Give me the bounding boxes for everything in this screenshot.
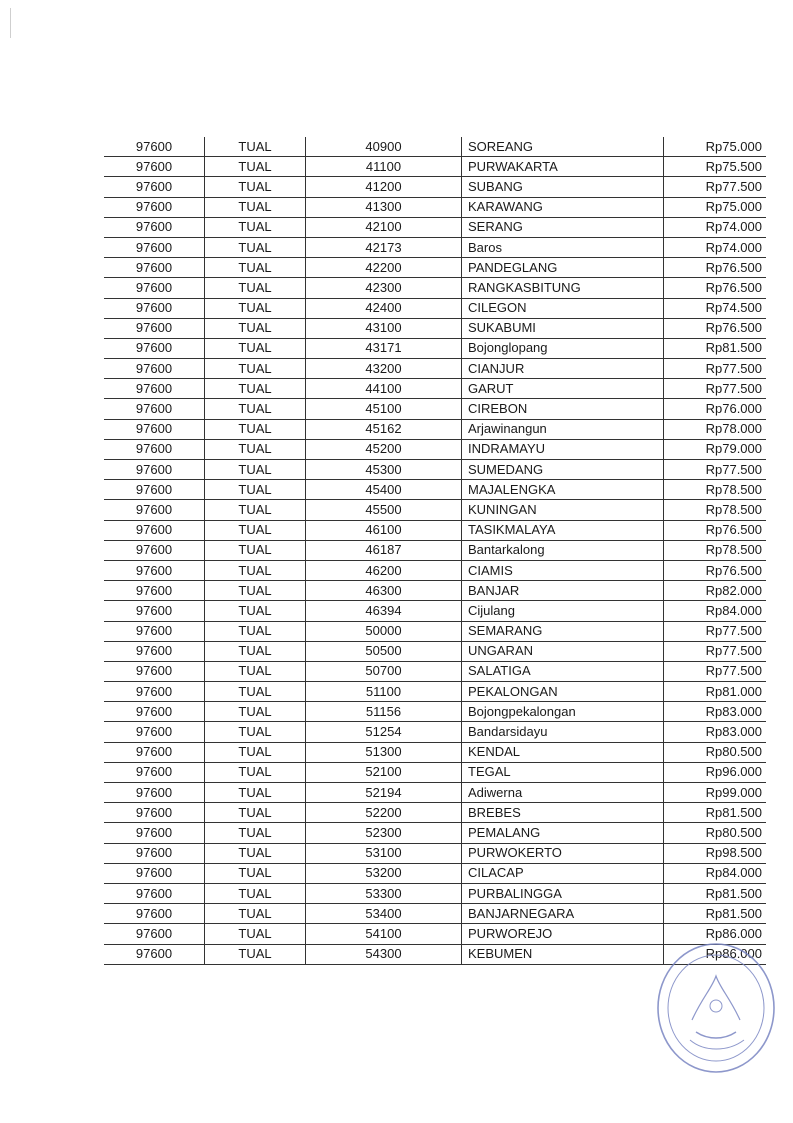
origin-name-cell: TUAL [205,217,306,237]
destination-city-cell: BANJAR [462,581,664,601]
destination-city-cell: UNGARAN [462,641,664,661]
origin-code-cell: 97600 [104,278,205,298]
destination-city-cell: SUMEDANG [462,460,664,480]
price-cell: Rp99.000 [664,783,767,803]
destination-code-cell: 41300 [306,197,462,217]
origin-name-cell: TUAL [205,399,306,419]
origin-name-cell: TUAL [205,661,306,681]
destination-code-cell: 50000 [306,621,462,641]
destination-city-cell: INDRAMAYU [462,439,664,459]
table-row [104,177,766,197]
destination-code-cell: 52300 [306,823,462,843]
price-cell: Rp96.000 [664,762,767,782]
table-row [104,722,766,742]
destination-city-cell: PURWAKARTA [462,157,664,177]
destination-city-cell: KENDAL [462,742,664,762]
origin-name-cell: TUAL [205,439,306,459]
price-cell: Rp81.500 [664,883,767,903]
price-cell: Rp77.500 [664,641,767,661]
price-cell: Rp76.000 [664,399,767,419]
destination-city-cell: PEMALANG [462,823,664,843]
origin-code-cell: 97600 [104,157,205,177]
destination-city-cell: SERANG [462,217,664,237]
price-cell: Rp86.000 [664,924,767,944]
table-row [104,823,766,843]
table-row [104,460,766,480]
official-seal-stamp [652,928,780,1078]
destination-city-cell: Bandarsidayu [462,722,664,742]
origin-code-cell: 97600 [104,641,205,661]
table-row [104,742,766,762]
destination-code-cell: 42173 [306,237,462,257]
origin-name-cell: TUAL [205,338,306,358]
origin-name-cell: TUAL [205,298,306,318]
origin-code-cell: 97600 [104,137,205,157]
table-row [104,601,766,621]
destination-code-cell: 53100 [306,843,462,863]
origin-code-cell: 97600 [104,601,205,621]
destination-code-cell: 52100 [306,762,462,782]
destination-city-cell: PURWOKERTO [462,843,664,863]
price-cell: Rp78.500 [664,540,767,560]
destination-code-cell: 45300 [306,460,462,480]
origin-code-cell: 97600 [104,863,205,883]
origin-name-cell: TUAL [205,318,306,338]
origin-name-cell: TUAL [205,924,306,944]
origin-code-cell: 97600 [104,682,205,702]
origin-name-cell: TUAL [205,601,306,621]
price-cell: Rp75.000 [664,197,767,217]
table-row [104,318,766,338]
table-row [104,197,766,217]
price-cell: Rp78.500 [664,500,767,520]
destination-city-cell: SALATIGA [462,661,664,681]
destination-code-cell: 46100 [306,520,462,540]
price-cell: Rp83.000 [664,722,767,742]
origin-code-cell: 97600 [104,197,205,217]
destination-city-cell: CILACAP [462,863,664,883]
price-cell: Rp76.500 [664,258,767,278]
destination-city-cell: TASIKMALAYA [462,520,664,540]
destination-city-cell: Bantarkalong [462,540,664,560]
table-row [104,883,766,903]
origin-code-cell: 97600 [104,742,205,762]
origin-code-cell: 97600 [104,318,205,338]
destination-city-cell: Bojonglopang [462,338,664,358]
destination-code-cell: 50500 [306,641,462,661]
price-cell: Rp78.500 [664,480,767,500]
price-cell: Rp76.500 [664,560,767,580]
destination-code-cell: 42100 [306,217,462,237]
table-row [104,904,766,924]
table-row [104,379,766,399]
table-row [104,641,766,661]
origin-name-cell: TUAL [205,682,306,702]
price-cell: Rp83.000 [664,702,767,722]
destination-code-cell: 52200 [306,803,462,823]
table-row [104,843,766,863]
origin-code-cell: 97600 [104,177,205,197]
table-row [104,783,766,803]
origin-name-cell: TUAL [205,742,306,762]
origin-name-cell: TUAL [205,863,306,883]
price-cell: Rp80.500 [664,742,767,762]
price-cell: Rp86.000 [664,944,767,964]
destination-city-cell: KEBUMEN [462,944,664,964]
destination-code-cell: 42400 [306,298,462,318]
destination-city-cell: PURWOREJO [462,924,664,944]
table-row [104,157,766,177]
origin-code-cell: 97600 [104,823,205,843]
destination-city-cell: SEMARANG [462,621,664,641]
destination-code-cell: 51254 [306,722,462,742]
destination-city-cell: SUBANG [462,177,664,197]
price-cell: Rp82.000 [664,581,767,601]
origin-code-cell: 97600 [104,237,205,257]
destination-code-cell: 51300 [306,742,462,762]
price-cell: Rp77.500 [664,661,767,681]
price-cell: Rp77.500 [664,359,767,379]
table-row [104,621,766,641]
destination-city-cell: Cijulang [462,601,664,621]
origin-name-cell: TUAL [205,278,306,298]
destination-city-cell: CIAMIS [462,560,664,580]
origin-code-cell: 97600 [104,540,205,560]
origin-code-cell: 97600 [104,883,205,903]
destination-city-cell: KUNINGAN [462,500,664,520]
price-cell: Rp81.500 [664,338,767,358]
price-cell: Rp98.500 [664,843,767,863]
origin-name-cell: TUAL [205,137,306,157]
origin-code-cell: 97600 [104,480,205,500]
destination-city-cell: SOREANG [462,137,664,157]
destination-code-cell: 41200 [306,177,462,197]
destination-city-cell: BANJARNEGARA [462,904,664,924]
price-cell: Rp78.000 [664,419,767,439]
origin-name-cell: TUAL [205,500,306,520]
origin-code-cell: 97600 [104,217,205,237]
origin-code-cell: 97600 [104,924,205,944]
table-row [104,237,766,257]
destination-code-cell: 46300 [306,581,462,601]
price-cell: Rp74.000 [664,237,767,257]
price-cell: Rp77.500 [664,177,767,197]
destination-code-cell: 45100 [306,399,462,419]
table-row [104,359,766,379]
origin-code-cell: 97600 [104,258,205,278]
origin-name-cell: TUAL [205,520,306,540]
origin-code-cell: 97600 [104,399,205,419]
destination-city-cell: BREBES [462,803,664,823]
origin-code-cell: 97600 [104,439,205,459]
origin-name-cell: TUAL [205,762,306,782]
price-cell: Rp81.500 [664,904,767,924]
price-cell: Rp79.000 [664,439,767,459]
table-row [104,863,766,883]
destination-code-cell: 53300 [306,883,462,903]
table-row [104,762,766,782]
destination-code-cell: 42300 [306,278,462,298]
table-row [104,338,766,358]
origin-code-cell: 97600 [104,944,205,964]
origin-name-cell: TUAL [205,581,306,601]
origin-name-cell: TUAL [205,419,306,439]
table-row [104,540,766,560]
price-cell: Rp77.500 [664,460,767,480]
origin-code-cell: 97600 [104,843,205,863]
table-row [104,803,766,823]
origin-code-cell: 97600 [104,803,205,823]
origin-code-cell: 97600 [104,379,205,399]
destination-code-cell: 45162 [306,419,462,439]
price-cell: Rp76.500 [664,520,767,540]
price-cell: Rp81.000 [664,682,767,702]
table-row [104,560,766,580]
price-cell: Rp77.500 [664,379,767,399]
origin-name-cell: TUAL [205,641,306,661]
destination-city-cell: CILEGON [462,298,664,318]
table-row [104,258,766,278]
destination-city-cell: TEGAL [462,762,664,782]
price-cell: Rp81.500 [664,803,767,823]
origin-name-cell: TUAL [205,560,306,580]
destination-city-cell: GARUT [462,379,664,399]
destination-city-cell: Baros [462,237,664,257]
origin-name-cell: TUAL [205,843,306,863]
origin-name-cell: TUAL [205,883,306,903]
destination-code-cell: 43171 [306,338,462,358]
destination-city-cell: KARAWANG [462,197,664,217]
table-row [104,298,766,318]
origin-code-cell: 97600 [104,762,205,782]
destination-code-cell: 41100 [306,157,462,177]
destination-code-cell: 43200 [306,359,462,379]
destination-city-cell: PEKALONGAN [462,682,664,702]
origin-name-cell: TUAL [205,379,306,399]
scan-edge-mark [10,8,11,38]
origin-name-cell: TUAL [205,722,306,742]
destination-code-cell: 51156 [306,702,462,722]
tariff-table-body [104,137,766,964]
table-row [104,419,766,439]
origin-name-cell: TUAL [205,702,306,722]
destination-city-cell: MAJALENGKA [462,480,664,500]
table-row [104,702,766,722]
origin-code-cell: 97600 [104,560,205,580]
table-row [104,661,766,681]
destination-city-cell: Bojongpekalongan [462,702,664,722]
destination-city-cell: PURBALINGGA [462,883,664,903]
origin-code-cell: 97600 [104,783,205,803]
destination-code-cell: 54100 [306,924,462,944]
price-cell: Rp74.000 [664,217,767,237]
destination-code-cell: 53200 [306,863,462,883]
origin-name-cell: TUAL [205,258,306,278]
origin-name-cell: TUAL [205,197,306,217]
origin-code-cell: 97600 [104,520,205,540]
destination-city-cell: CIANJUR [462,359,664,379]
price-cell: Rp75.500 [664,157,767,177]
origin-code-cell: 97600 [104,702,205,722]
origin-name-cell: TUAL [205,944,306,964]
destination-code-cell: 45400 [306,480,462,500]
destination-code-cell: 54300 [306,944,462,964]
origin-code-cell: 97600 [104,460,205,480]
destination-code-cell: 43100 [306,318,462,338]
table-row [104,399,766,419]
destination-code-cell: 53400 [306,904,462,924]
origin-name-cell: TUAL [205,460,306,480]
origin-code-cell: 97600 [104,419,205,439]
price-cell: Rp76.500 [664,318,767,338]
destination-code-cell: 45500 [306,500,462,520]
destination-code-cell: 46200 [306,560,462,580]
destination-code-cell: 46394 [306,601,462,621]
origin-name-cell: TUAL [205,157,306,177]
origin-name-cell: TUAL [205,803,306,823]
origin-code-cell: 97600 [104,661,205,681]
origin-name-cell: TUAL [205,237,306,257]
price-cell: Rp84.000 [664,601,767,621]
price-cell: Rp74.500 [664,298,767,318]
origin-name-cell: TUAL [205,480,306,500]
destination-code-cell: 40900 [306,137,462,157]
table-row [104,500,766,520]
origin-code-cell: 97600 [104,298,205,318]
origin-code-cell: 97600 [104,904,205,924]
origin-code-cell: 97600 [104,500,205,520]
table-row [104,278,766,298]
destination-code-cell: 45200 [306,439,462,459]
price-cell: Rp80.500 [664,823,767,843]
price-cell: Rp77.500 [664,621,767,641]
origin-name-cell: TUAL [205,359,306,379]
destination-city-cell: RANGKASBITUNG [462,278,664,298]
table-row [104,217,766,237]
destination-city-cell: PANDEGLANG [462,258,664,278]
origin-name-cell: TUAL [205,621,306,641]
origin-name-cell: TUAL [205,540,306,560]
destination-code-cell: 51100 [306,682,462,702]
table-row [104,682,766,702]
origin-code-cell: 97600 [104,621,205,641]
destination-city-cell: Arjawinangun [462,419,664,439]
table-row [104,581,766,601]
destination-code-cell: 52194 [306,783,462,803]
origin-code-cell: 97600 [104,359,205,379]
destination-city-cell: Adiwerna [462,783,664,803]
origin-name-cell: TUAL [205,783,306,803]
destination-city-cell: CIREBON [462,399,664,419]
origin-code-cell: 97600 [104,338,205,358]
table-row [104,137,766,157]
table-row [104,480,766,500]
price-cell: Rp84.000 [664,863,767,883]
destination-code-cell: 50700 [306,661,462,681]
origin-name-cell: TUAL [205,823,306,843]
tariff-table [104,137,766,965]
destination-code-cell: 46187 [306,540,462,560]
origin-code-cell: 97600 [104,722,205,742]
origin-name-cell: TUAL [205,904,306,924]
destination-code-cell: 42200 [306,258,462,278]
origin-name-cell: TUAL [205,177,306,197]
table-row [104,520,766,540]
price-cell: Rp75.000 [664,137,767,157]
price-cell: Rp76.500 [664,278,767,298]
table-row [104,439,766,459]
origin-code-cell: 97600 [104,581,205,601]
destination-code-cell: 44100 [306,379,462,399]
destination-city-cell: SUKABUMI [462,318,664,338]
